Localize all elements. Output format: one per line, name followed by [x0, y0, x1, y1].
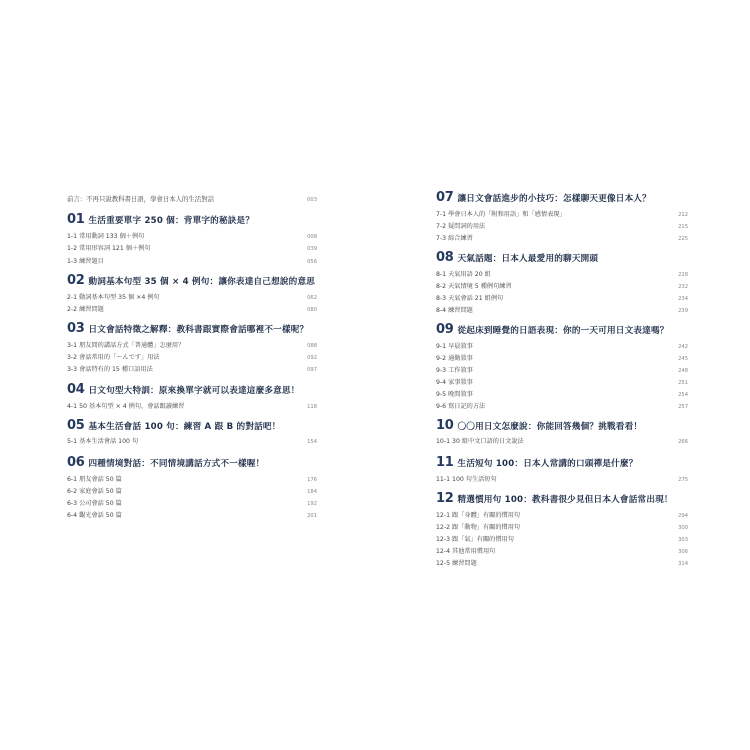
- toc-item: [436, 293, 688, 302]
- toc-item-label: 8-4 練習問題: [436, 307, 473, 314]
- page-number: 294: [678, 513, 688, 519]
- toc-item: [67, 243, 317, 252]
- page-number: 275: [678, 477, 688, 483]
- page-number: 088: [307, 343, 317, 349]
- toc-item-label: 12-3 跟「氣」有關的慣用句: [436, 536, 514, 543]
- toc-item: [67, 364, 317, 373]
- toc-item: [436, 305, 688, 314]
- page-number: 003: [307, 197, 317, 203]
- chapter-heading-05: [67, 418, 317, 433]
- toc-item-label: 3-2 會話常用的「～んです」用法: [67, 354, 160, 361]
- toc-item: [67, 474, 317, 483]
- chapter-heading-11: [436, 455, 688, 470]
- toc-item: [67, 486, 317, 495]
- page-number: 225: [678, 236, 688, 242]
- toc-item-label: 6-2 家庭會話 50 篇: [67, 488, 122, 495]
- toc-item: [436, 209, 688, 218]
- toc-item: [67, 436, 317, 445]
- page-number: 201: [307, 513, 317, 519]
- page-number: 239: [678, 308, 688, 314]
- page-number: 154: [307, 439, 317, 445]
- chapter-title: 天氣話題：日本人最愛用的聊天開頭: [457, 254, 599, 264]
- chapter-number: 08: [436, 250, 454, 265]
- toc-item: [67, 352, 317, 361]
- page-number: 266: [678, 439, 688, 445]
- page-number: 248: [678, 368, 688, 374]
- toc-item-label: 1-1 常用動詞 133 個＋例句: [67, 233, 145, 240]
- toc-item-label: 1-3 練習題目: [67, 258, 104, 265]
- page-number: 242: [678, 344, 688, 350]
- toc-item: [436, 401, 688, 410]
- intro-title: 前言：不再只說教科書日語，學會日本人的生活對話: [67, 195, 214, 203]
- chapter-heading-09: [436, 322, 688, 337]
- page-number: 184: [307, 489, 317, 495]
- chapter-title: 〇〇用日文怎麼說：你能回答幾個？挑戰看看！: [457, 422, 643, 432]
- chapter-title: 生活重要單字 250 個：背單字的秘訣是？: [88, 216, 255, 226]
- page-number: 303: [678, 537, 688, 543]
- page-number: 192: [307, 501, 317, 507]
- toc-item-label: 5-1 基本生活會話 100 句: [67, 438, 139, 445]
- chapter-title: 四種情境對話：不同情境講話方式不一樣喔！: [88, 459, 265, 469]
- toc-item-label: 9-1 早晨敘事: [436, 343, 473, 350]
- chapter-heading-06: [67, 455, 317, 470]
- toc-item-label: 1-2 常用形容詞 121 個＋例句: [67, 245, 151, 252]
- chapter-number: 04: [67, 382, 85, 397]
- chapter-heading-08: [436, 250, 688, 265]
- chapter-heading-02: [67, 273, 317, 288]
- page-number: 254: [678, 392, 688, 398]
- toc-item-label: 6-1 朋友會話 50 篇: [67, 476, 122, 483]
- toc-item: [436, 546, 688, 555]
- toc-item: [436, 377, 688, 386]
- page-number: 097: [307, 367, 317, 373]
- toc-item: [436, 534, 688, 543]
- toc-item-label: 9-3 工作敘事: [436, 367, 473, 374]
- page-number: 176: [307, 477, 317, 483]
- toc-item-label: 12-5 練習問題: [436, 560, 477, 567]
- chapter-number: 05: [67, 418, 85, 433]
- toc-item-label: 4-1 50 基本句型 × 4 例句，會話跟讀練習: [67, 403, 185, 410]
- page-number: 215: [678, 224, 688, 230]
- chapter-number: 03: [67, 321, 85, 336]
- chapter-number: 06: [67, 455, 85, 470]
- page-number: 118: [307, 404, 317, 410]
- page-number: 056: [307, 259, 317, 265]
- toc-item-label: 6-3 公司會話 50 篇: [67, 500, 122, 507]
- toc-item-label: 12-1 跟「身體」有關的慣用句: [436, 512, 521, 519]
- toc-item-label: 3-1 朋友間的講話方式「普通體」怎麼用？: [67, 342, 185, 349]
- toc-item-label: 8-1 天氣用語 20 組: [436, 271, 491, 278]
- toc-item: [436, 558, 688, 567]
- toc-item-label: 9-6 寫日記的方法: [436, 403, 486, 410]
- chapter-number: 02: [67, 273, 85, 288]
- page-number: 251: [678, 380, 688, 386]
- page-number: 314: [678, 561, 688, 567]
- page-number: 080: [307, 307, 317, 313]
- toc-item: [436, 436, 688, 445]
- toc-item-label: 7-1 學會日本人的「附和用語」和「感情表現」: [436, 211, 566, 218]
- page-number: 212: [678, 212, 688, 218]
- chapter-heading-04: [67, 382, 317, 397]
- toc-item-label: 9-2 通勤敘事: [436, 355, 473, 362]
- chapter-title: 動詞基本句型 35 個 × 4 例句：讓你表達自己想說的意思: [88, 277, 316, 287]
- toc-item: [67, 510, 317, 519]
- chapter-number: 11: [436, 455, 454, 470]
- toc-item-label: 12-4 其他常用慣用句: [436, 548, 496, 555]
- toc-item-label: 8-2 天氣情境 5 種例句練習: [436, 283, 512, 290]
- toc-item-label: 9-4 家事敘事: [436, 379, 473, 386]
- toc-item: [436, 233, 688, 242]
- toc-item: [436, 365, 688, 374]
- chapter-title: 基本生活會話 100 句：練習 A 跟 B 的對話吧！: [88, 422, 281, 432]
- chapter-number: 10: [436, 418, 454, 433]
- toc-item-label: 7-3 綜合練習: [436, 235, 473, 242]
- page-number: 092: [307, 355, 317, 361]
- toc-item: [67, 401, 317, 410]
- chapter-heading-12: [436, 491, 688, 506]
- page-number: 257: [678, 404, 688, 410]
- toc-intro: [67, 194, 317, 203]
- toc-item: [67, 256, 317, 265]
- page-number: 008: [307, 234, 317, 240]
- toc-item-label: 2-1 動詞基本句型 35 個 ×4 例句: [67, 294, 160, 301]
- chapter-heading-01: [67, 212, 317, 227]
- toc-item: [67, 498, 317, 507]
- toc-item: [67, 231, 317, 240]
- toc-item: [436, 269, 688, 278]
- page-number: 300: [678, 525, 688, 531]
- page-number: 039: [307, 246, 317, 252]
- toc-item: [436, 510, 688, 519]
- toc-item: [436, 522, 688, 531]
- toc-item: [436, 341, 688, 350]
- page-number: 306: [678, 549, 688, 555]
- toc-item-label: 8-3 天氣會話 21 組例句: [436, 295, 504, 302]
- toc-item-label: 2-2 練習問題: [67, 306, 104, 313]
- chapter-number: 12: [436, 491, 454, 506]
- toc-item-label: 11-1 100 句生活短句: [436, 476, 497, 483]
- chapter-heading-07: [436, 190, 688, 205]
- toc-item: [436, 281, 688, 290]
- toc-item: [67, 340, 317, 349]
- toc-item: [436, 389, 688, 398]
- page-number: 228: [678, 272, 688, 278]
- chapter-title: 日文句型大特訓：原來換單字就可以表達這麼多意思！: [88, 386, 300, 396]
- toc-item: [436, 221, 688, 230]
- toc-item-label: 12-2 跟「動物」有關的慣用句: [436, 524, 521, 531]
- toc-item: [67, 304, 317, 313]
- toc-item-label: 3-3 會話特有的 15 種口語用法: [67, 366, 153, 373]
- toc-item-label: 10-1 30 組中文口語的日文說法: [436, 438, 524, 445]
- page-number: 234: [678, 296, 688, 302]
- chapter-number: 07: [436, 190, 454, 205]
- chapter-title: 讓日文會話進步的小技巧：怎樣聊天更像日本人？: [457, 194, 651, 204]
- page-number: 062: [307, 295, 317, 301]
- toc-item-label: 9-5 晚間敘事: [436, 391, 473, 398]
- page-number: 232: [678, 284, 688, 290]
- toc-item: [67, 292, 317, 301]
- chapter-title: 精選慣用句 100：教科書很少見但日本人會話常出現！: [457, 495, 673, 505]
- toc-item-label: 6-4 觀光會話 50 篇: [67, 512, 122, 519]
- chapter-number: 01: [67, 212, 85, 227]
- chapter-title: 日文會話特徵之解釋：教科書跟實際會話哪裡不一樣呢？: [88, 325, 309, 335]
- toc-item-label: 7-2 疑問詞的用法: [436, 223, 486, 230]
- page-number: 245: [678, 356, 688, 362]
- toc-item: [436, 474, 688, 483]
- chapter-title: 生活短句 100：日本人常講的口頭禪是什麼？: [457, 459, 638, 469]
- chapter-heading-03: [67, 321, 317, 336]
- chapter-number: 09: [436, 322, 454, 337]
- chapter-title: 從起床到睡覺的日語表現：你的一天可用日文表達嗎？: [457, 326, 669, 336]
- chapter-heading-10: [436, 418, 688, 433]
- toc-item: [436, 353, 688, 362]
